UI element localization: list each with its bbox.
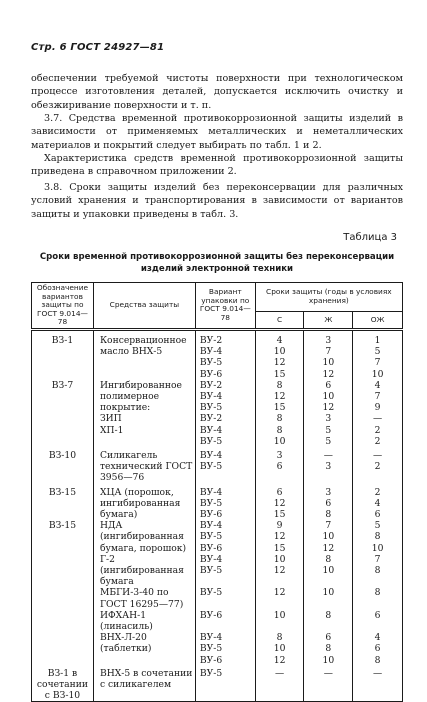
means-cell: Силикагель технический ГОСТ 3956—76: [93, 447, 195, 484]
term-ozh-cell: 4 7 9: [353, 380, 403, 414]
term-s-cell: 10 12: [255, 554, 304, 588]
header-ozh: ОЖ: [353, 311, 403, 329]
term-ozh-cell: —: [353, 413, 403, 424]
page-header: Стр. 6 ГОСТ 24927—81: [31, 42, 165, 53]
means-cell: Консервационное масло ВНХ-5: [93, 329, 195, 379]
term-s-cell: 12: [255, 587, 304, 609]
means-cell: ВНХ-Л-20 (таблетки): [93, 632, 195, 666]
term-zh-cell: 7 10 12: [304, 520, 353, 554]
table-row: [32, 484, 403, 521]
header-zh: Ж: [304, 311, 353, 329]
package-cell: ВУ-4 ВУ-5 ВУ-6: [195, 520, 255, 554]
variant-cell: [32, 610, 94, 632]
means-cell: ЗИП: [93, 413, 195, 424]
variant-cell: [32, 425, 94, 447]
term-zh-cell: 3 7 10 12: [304, 329, 353, 379]
means-cell: ВНХ-5 в сочетании с силикагелем: [93, 666, 195, 702]
term-ozh-cell: 7 8: [353, 554, 403, 588]
term-s-cell: 8 12 15: [255, 380, 304, 414]
term-s-cell: 6 12 15: [255, 484, 304, 521]
term-ozh-cell: — 2: [353, 447, 403, 484]
table-row: [32, 413, 403, 424]
term-zh-cell: 10: [304, 587, 353, 609]
variant-cell: ВЗ-1 в сочетании с ВЗ-10: [32, 666, 94, 702]
means-cell: ХП-1: [93, 425, 195, 447]
term-zh-cell: 3: [304, 413, 353, 424]
term-zh-cell: 8: [304, 610, 353, 632]
paragraph-3-7: 3.7. Средства временной противокоррозионной защиты изделий в зависимости от применяемых металлических и неметаллических материалов и покрытий следует выбирать по табл. 1 и 2.: [31, 113, 403, 151]
term-s-cell: 10: [255, 610, 304, 632]
table-row: [32, 425, 403, 447]
term-ozh-cell: 2 2: [353, 425, 403, 447]
table-row: [32, 329, 403, 379]
term-zh-cell: 3 6 8: [304, 484, 353, 521]
package-cell: ВУ-4 ВУ-5 ВУ-6: [195, 632, 255, 666]
means-cell: ХЦА (порошок, ингибированная бумага): [93, 484, 195, 521]
term-s-cell: 8: [255, 413, 304, 424]
package-cell: ВУ-5: [195, 666, 255, 702]
term-zh-cell: —: [304, 666, 353, 702]
means-cell: МБГИ-3-40 по ГОСТ 16295—77): [93, 587, 195, 609]
term-zh-cell: 8 10: [304, 554, 353, 588]
variant-cell: [32, 413, 94, 424]
term-zh-cell: — 3: [304, 447, 353, 484]
paragraph-continuation: обеспечении требуемой чистоты поверхности при технологическом процессе изготовления деталей, допускается исключить очистку и обезжиривание поверхности и т. п.: [31, 73, 403, 111]
package-cell: ВУ-4 ВУ-5 ВУ-6: [195, 484, 255, 521]
means-cell: Г-2 (ингибированная бумага: [93, 554, 195, 588]
term-ozh-cell: —: [353, 666, 403, 702]
term-ozh-cell: 5 8 10: [353, 520, 403, 554]
variant-cell: ВЗ-10: [32, 447, 94, 484]
package-cell: ВУ-6: [195, 610, 255, 632]
term-zh-cell: 6 10 12: [304, 380, 353, 414]
variant-cell: ВЗ-1: [32, 329, 94, 379]
means-cell: ИФХАН-1 (линасиль): [93, 610, 195, 632]
table-row: [32, 554, 403, 588]
term-s-cell: 8 10 12: [255, 632, 304, 666]
term-ozh-cell: 2 4 6: [353, 484, 403, 521]
term-s-cell: —: [255, 666, 304, 702]
term-ozh-cell: 1 5 7 10: [353, 329, 403, 379]
package-cell: ВУ-5: [195, 587, 255, 609]
header-means: Средства защиты: [93, 283, 195, 330]
variant-cell: ВЗ-15: [32, 484, 94, 521]
variant-cell: [32, 587, 94, 609]
paragraph-characteristics: Характеристика средств временной противокоррозионной защиты приведена в справочном приложении 2.: [31, 153, 403, 178]
term-zh-cell: 5 5: [304, 425, 353, 447]
protection-terms-table: [31, 282, 403, 702]
table-row: [32, 380, 403, 414]
term-ozh-cell: 6: [353, 610, 403, 632]
table-row: [32, 632, 403, 666]
variant-cell: ВЗ-7: [32, 380, 94, 414]
table-row: [32, 610, 403, 632]
term-zh-cell: 6 8 10: [304, 632, 353, 666]
package-cell: ВУ-4 ВУ-5: [195, 425, 255, 447]
term-s-cell: 9 12 15: [255, 520, 304, 554]
header-package: Вариант упаковки по ГОСТ 9.014—78: [195, 283, 255, 330]
term-s-cell: 3 6: [255, 447, 304, 484]
term-ozh-cell: 4 6 8: [353, 632, 403, 666]
term-ozh-cell: 8: [353, 587, 403, 609]
table-caption: Сроки временной противокоррозионной защиты без переконсервации изделий электронной техники: [39, 252, 395, 274]
variant-cell: [32, 554, 94, 588]
package-cell: ВУ-4 ВУ-5: [195, 447, 255, 484]
package-cell: ВУ-2 ВУ-4 ВУ-5 ВУ-6: [195, 329, 255, 379]
table-row: [32, 666, 403, 702]
table-row: [32, 520, 403, 554]
header-terms: Сроки защиты (годы в условиях хранения): [255, 283, 402, 312]
header-s: С: [255, 311, 304, 329]
package-cell: ВУ-2: [195, 413, 255, 424]
table-row: [32, 447, 403, 484]
term-s-cell: 4 10 12 15: [255, 329, 304, 379]
table-row: [32, 587, 403, 609]
term-s-cell: 8 10: [255, 425, 304, 447]
package-cell: ВУ-2 ВУ-4 ВУ-5: [195, 380, 255, 414]
means-cell: НДА (ингибированная бумага, порошок): [93, 520, 195, 554]
header-variant: Обозначение вариантов защиты по ГОСТ 9.014—78: [32, 283, 94, 330]
package-cell: ВУ-4 ВУ-5: [195, 554, 255, 588]
variant-cell: [32, 632, 94, 666]
means-cell: Ингибированное полимерное покрытие:: [93, 380, 195, 414]
table-number: Таблица 3: [343, 232, 397, 243]
paragraph-3-8: 3.8. Сроки защиты изделий без переконсервации для различных условий хранения и транспортирования в зависимости от вариантов защиты и упаковки приведены в табл. 3.: [31, 182, 403, 220]
variant-cell: ВЗ-15: [32, 520, 94, 554]
